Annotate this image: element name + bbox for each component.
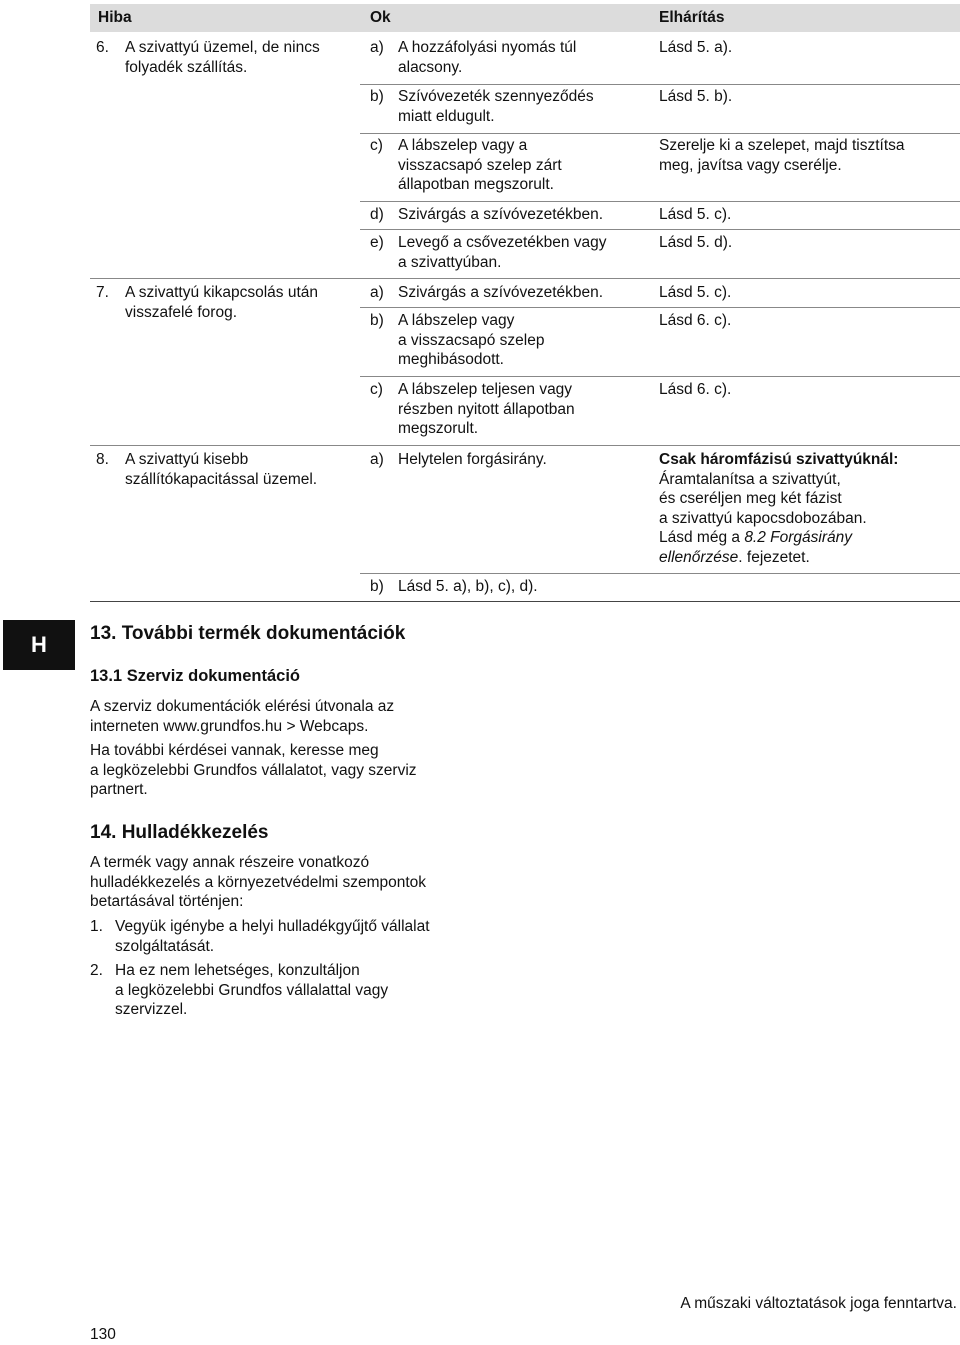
- table-bottom-border: [90, 601, 960, 602]
- row-divider: [360, 376, 960, 377]
- page-number: 130: [90, 1326, 116, 1343]
- language-tab: H: [3, 620, 75, 670]
- column-header-ok: Ok: [370, 9, 391, 26]
- remedy-6d: Lásd 5. c).: [659, 206, 732, 223]
- section-13-title: 13. További termék dokumentációk: [90, 623, 406, 644]
- section-13-paragraph-2: Ha további kérdései vannak, keresse meg a legközelebbi Grundfos vállalatot, vagy szerviz partnert.: [90, 742, 417, 799]
- section-13-1-title: 13.1 Szerviz dokumentáció: [90, 667, 300, 685]
- row-divider: [360, 201, 960, 202]
- section-13-paragraph-1: A szerviz dokumentációk elérési útvonala az interneten www.grundfos.hu > Webcaps.: [90, 698, 395, 735]
- row-divider: [360, 307, 960, 308]
- table-header: [90, 4, 960, 32]
- remedy-6b: Lásd 5. b).: [659, 88, 733, 105]
- remedy-7a: Lásd 5. c).: [659, 284, 732, 301]
- row-divider: [360, 573, 960, 574]
- remedy-7b: Lásd 6. c).: [659, 312, 732, 329]
- section-14-intro: A termék vagy annak részeire vonatkozó hulladékkezelés a környezetvédelmi szempontok betartásával történjen:: [90, 854, 427, 911]
- section-14-title: 14. Hulladékkezelés: [90, 822, 269, 843]
- row-divider: [360, 133, 960, 134]
- remedy-8a: Csak háromfázisú szivattyúknál: Áramtalanítsa a szivattyút, és cseréljen meg két fázist a szivattyú kapocsdobozában. Lásd még a 8.2 Forgásirány ellenőrzése. fejezetet.: [659, 451, 899, 566]
- group-divider: [90, 445, 960, 446]
- remedy-6e: Lásd 5. d).: [659, 234, 733, 251]
- row-divider: [360, 84, 960, 85]
- column-header-elharitas: Elhárítás: [659, 9, 725, 26]
- remedy-6c: Szerelje ki a szelepet, majd tisztítsa meg, javítsa vagy cserélje.: [659, 137, 905, 174]
- row-divider: [360, 229, 960, 230]
- column-header-hiba: Hiba: [98, 9, 132, 26]
- footer-note: A műszaki változtatások joga fenntartva.: [680, 1295, 957, 1312]
- remedy-6a: Lásd 5. a).: [659, 39, 733, 56]
- remedy-7c: Lásd 6. c).: [659, 381, 732, 398]
- group-divider: [90, 278, 960, 279]
